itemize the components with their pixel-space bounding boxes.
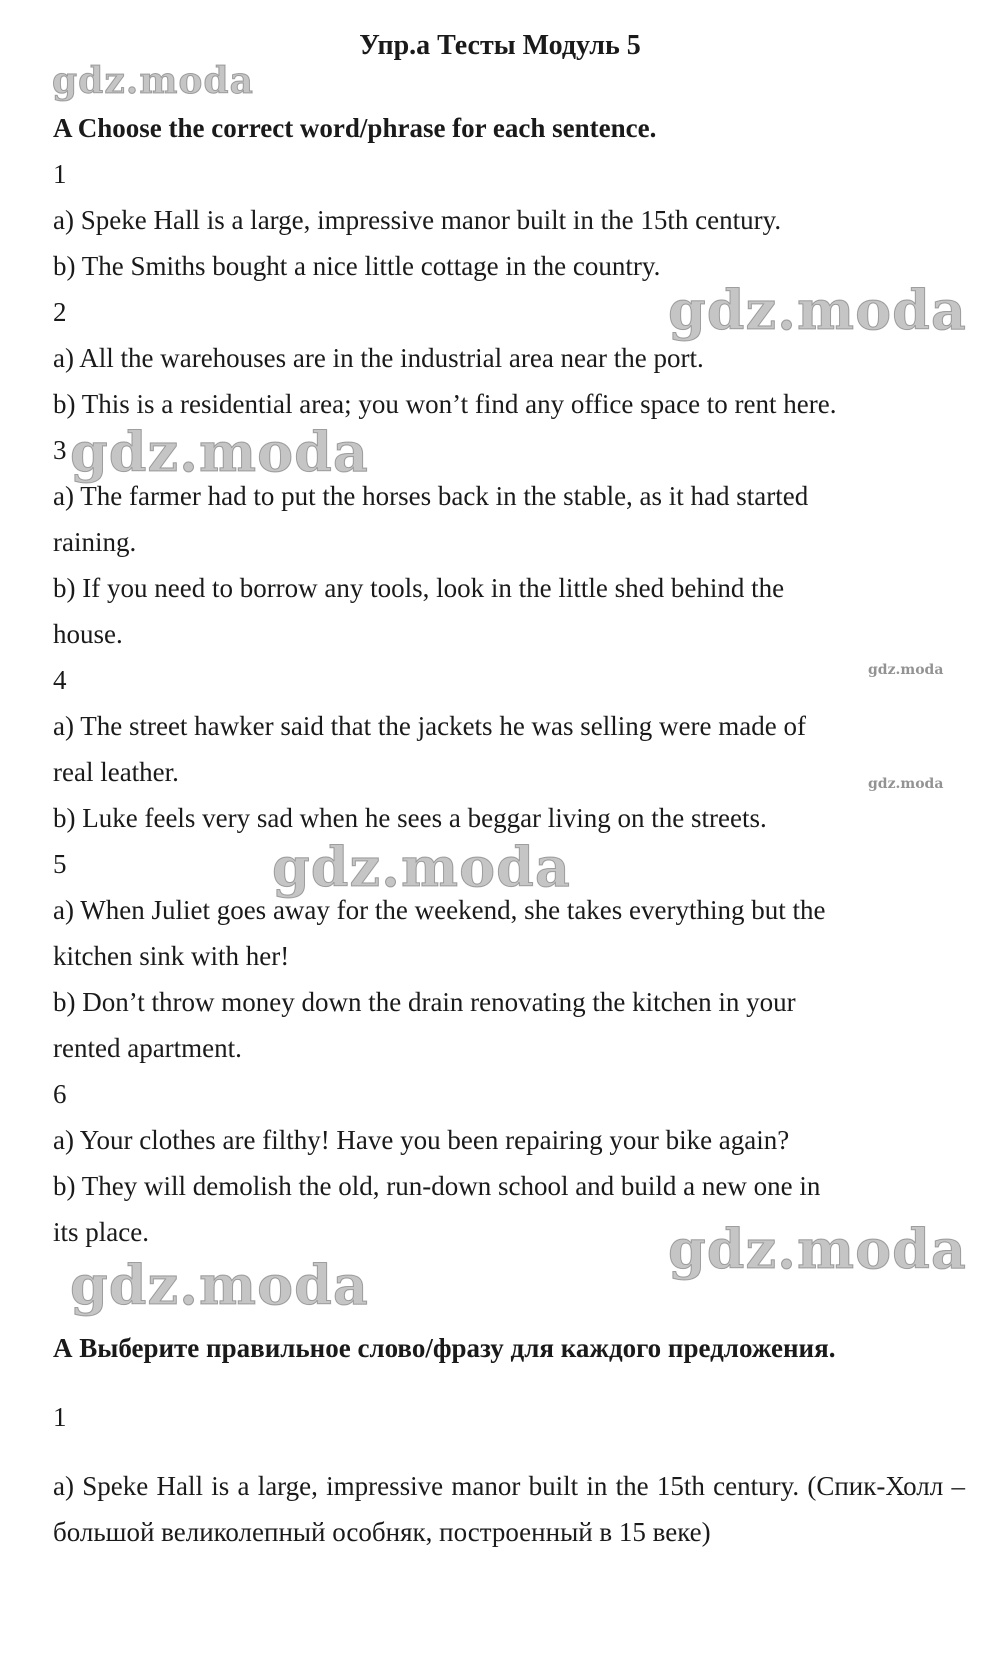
sentence-line: raining. [53, 527, 137, 557]
watermark-logo: gdz.moda [52, 60, 254, 102]
sentence-line: kitchen sink with her! [53, 941, 290, 971]
item-number: 2 [53, 297, 67, 327]
sentence-line: a) When Juliet goes away for the weekend, she takes everything but the [53, 895, 826, 925]
watermark-logo: gdz.moda [668, 1217, 967, 1281]
item-number: 4 [53, 665, 67, 695]
sentence-line: house. [53, 619, 123, 649]
sentence-line: a) The street hawker said that the jackets he was selling were made of [53, 711, 806, 741]
translation-paragraph: a) Speke Hall is a large, impressive manor built in the 15th century. (Спик-Холл – большой великолепный особняк, построенный в 15 веке) [53, 1471, 965, 1547]
item-number: 1 [53, 1402, 67, 1432]
item-number: 5 [53, 849, 67, 879]
sentence-line: a) All the warehouses are in the industrial area near the port. [53, 343, 704, 373]
watermark-logo: gdz.moda [70, 1253, 369, 1317]
sentence-line: b) They will demolish the old, run-down school and build a new one in [53, 1171, 821, 1201]
sentence-line: a) Your clothes are filthy! Have you been repairing your bike again? [53, 1125, 790, 1155]
sentence-line: a) The farmer had to put the horses back in the stable, as it had started [53, 481, 809, 511]
watermark-logo: gdz.moda [272, 835, 571, 899]
sentence-line: b) Don’t throw money down the drain renovating the kitchen in your [53, 987, 796, 1017]
watermark-logo: gdz.moda [868, 662, 944, 678]
sentence-line: b) This is a residential area; you won’t find any office space to rent here. [53, 389, 837, 419]
sentence-line: its place. [53, 1217, 149, 1247]
page-title: Упр.а Тесты Модуль 5 [359, 30, 641, 61]
section-heading-en: A Choose the correct word/phrase for each sentence. [53, 113, 657, 143]
sentence-line: b) The Smiths bought a nice little cottage in the country. [53, 251, 661, 281]
watermark-logo: gdz.moda [868, 776, 944, 792]
watermark-logo: gdz.moda [70, 420, 369, 484]
sentence-line: a) Speke Hall is a large, impressive manor built in the 15th century. [53, 205, 782, 235]
section-heading-ru: А Выберите правильное слово/фразу для каждого предложения. [53, 1333, 836, 1363]
item-number: 1 [53, 159, 67, 189]
sentence-line: real leather. [53, 757, 179, 787]
sentence-line: rented apartment. [53, 1033, 242, 1063]
item-number: 6 [53, 1079, 67, 1109]
watermark-logo: gdz.moda [668, 278, 967, 342]
sentence-line: b) If you need to borrow any tools, look in the little shed behind the [53, 573, 785, 603]
item-number: 3 [53, 435, 67, 465]
sentence-line: b) Luke feels very sad when he sees a beggar living on the streets. [53, 803, 767, 833]
